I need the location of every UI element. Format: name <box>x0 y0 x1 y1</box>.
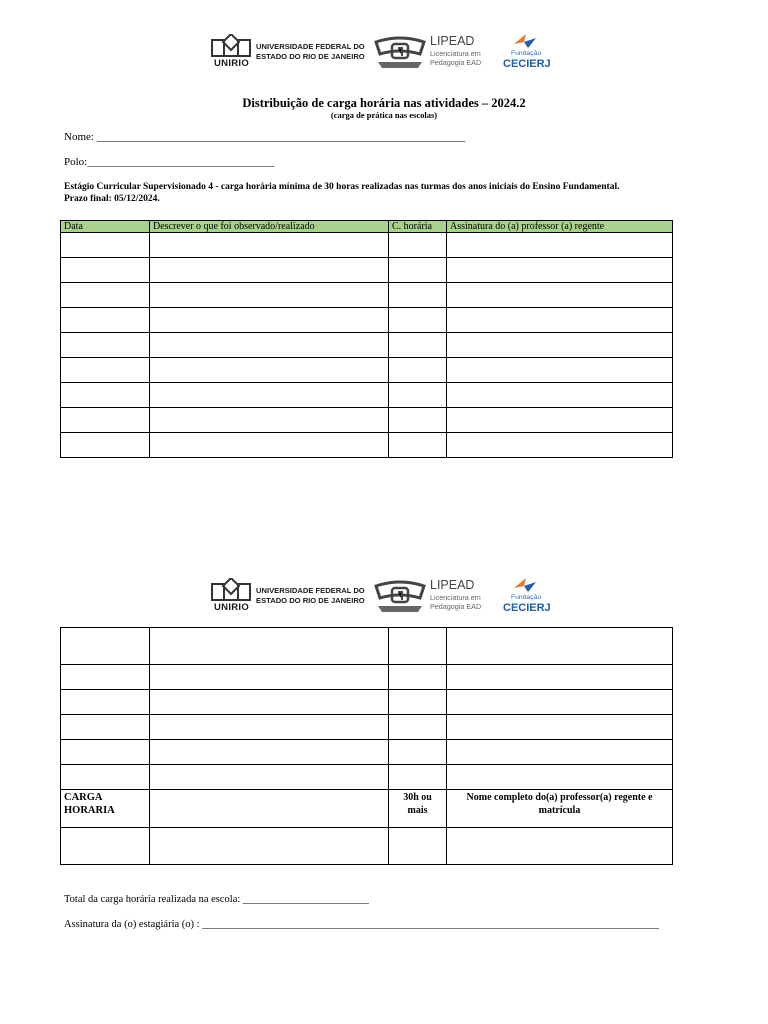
hours-cell[interactable] <box>389 258 447 283</box>
date-cell[interactable] <box>61 828 150 865</box>
description-cell[interactable] <box>150 333 389 358</box>
cecierj-logo <box>500 576 560 622</box>
date-cell[interactable] <box>61 358 150 383</box>
signature-cell[interactable] <box>447 665 673 690</box>
activity-table <box>60 220 673 458</box>
hours-cell[interactable] <box>389 383 447 408</box>
intern-signature-field[interactable]: Assinatura da (o) estagiária (o) : _______________________________________________________________________________________ <box>64 919 659 930</box>
description-cell[interactable] <box>150 358 389 383</box>
date-cell[interactable] <box>61 283 150 308</box>
unirio-wordmark: UNIRIO <box>214 58 250 69</box>
date-cell[interactable] <box>61 715 150 740</box>
page-title: Distribuição de carga horária nas atividades – 2024.2 <box>242 96 526 110</box>
date-cell[interactable] <box>61 665 150 690</box>
date-cell[interactable] <box>61 233 150 258</box>
unirio-name: UNIVERSIDADE FEDERAL DO ESTADO DO RIO DE JANEIRO <box>256 42 365 61</box>
summary-row <box>61 790 673 828</box>
unirio-name: UNIVERSIDADE FEDERAL DO ESTADO DO RIO DE JANEIRO <box>256 586 365 605</box>
cecierj-emblem-icon <box>510 576 540 594</box>
table-row <box>61 828 673 865</box>
description-cell[interactable] <box>150 690 389 715</box>
cecierj-fundacao: Fundação <box>511 594 542 601</box>
lipead-emblem-icon <box>372 580 428 622</box>
hours-cell[interactable] <box>389 233 447 258</box>
summary-description-cell[interactable] <box>150 790 389 828</box>
date-cell[interactable] <box>61 765 150 790</box>
lipead-logo <box>372 576 496 622</box>
cecierj-fundacao: Fundação <box>511 50 542 57</box>
minimum-hours-label: 30h ou mais <box>389 790 447 828</box>
description-cell[interactable] <box>150 628 389 665</box>
table-row <box>61 628 673 665</box>
column-header-data: Data <box>61 221 150 233</box>
lipead-logo <box>372 32 496 78</box>
description-cell[interactable] <box>150 408 389 433</box>
hours-cell[interactable] <box>389 690 447 715</box>
date-cell[interactable] <box>61 628 150 665</box>
signature-cell[interactable] <box>447 740 673 765</box>
date-cell[interactable] <box>61 690 150 715</box>
signature-cell[interactable] <box>447 383 673 408</box>
signature-cell[interactable] <box>447 408 673 433</box>
polo-field[interactable]: Polo:__________________________________ <box>64 156 275 168</box>
hours-cell[interactable] <box>389 408 447 433</box>
signature-cell[interactable] <box>447 690 673 715</box>
hours-cell[interactable] <box>389 740 447 765</box>
table-row <box>61 433 673 458</box>
description-cell[interactable] <box>150 283 389 308</box>
signature-cell[interactable] <box>447 308 673 333</box>
cecierj-name: CECIERJ <box>503 58 551 70</box>
date-cell[interactable] <box>61 333 150 358</box>
logo-bar <box>208 32 568 78</box>
unirio-wordmark: UNIRIO <box>214 602 250 613</box>
activity-table-continued <box>60 627 673 865</box>
description-cell[interactable] <box>150 433 389 458</box>
hours-cell[interactable] <box>389 333 447 358</box>
signature-cell[interactable] <box>447 283 673 308</box>
unirio-logo <box>208 32 368 78</box>
deadline-line: Prazo final: 05/12/2024. <box>64 193 160 204</box>
signature-cell[interactable] <box>447 233 673 258</box>
date-cell[interactable] <box>61 258 150 283</box>
hours-cell[interactable] <box>389 828 447 865</box>
table-row <box>61 765 673 790</box>
unirio-logo <box>208 576 368 622</box>
hours-cell[interactable] <box>389 715 447 740</box>
date-cell[interactable] <box>61 740 150 765</box>
table-row <box>61 715 673 740</box>
signature-cell[interactable] <box>447 765 673 790</box>
cecierj-name: CECIERJ <box>503 602 551 614</box>
lipead-emblem-icon <box>372 36 428 78</box>
column-header-hours: C. horária <box>389 221 447 233</box>
table-row <box>61 233 673 258</box>
table-row <box>61 308 673 333</box>
date-cell[interactable] <box>61 383 150 408</box>
lipead-subtitle: Licenciatura em Pedagogia EAD <box>430 593 482 611</box>
table-row <box>61 283 673 308</box>
table-row <box>61 383 673 408</box>
table-row <box>61 408 673 433</box>
hours-cell[interactable] <box>389 358 447 383</box>
description-cell[interactable] <box>150 233 389 258</box>
description-cell[interactable] <box>150 308 389 333</box>
description-line-1: Estágio Curricular Supervisionado 4 - carga horária mínima de 30 horas realizadas nas turmas dos anos iniciais do Ensino Fundamental. <box>64 182 620 192</box>
signature-cell[interactable] <box>447 358 673 383</box>
regent-teacher-label: Nome completo do(a) professor(a) regente e matrícula <box>447 790 673 828</box>
signature-cell[interactable] <box>447 333 673 358</box>
lipead-name: LIPEAD <box>430 34 475 48</box>
table-row <box>61 740 673 765</box>
column-header-signature: Assinatura do (a) professor (a) regente <box>447 221 673 233</box>
internship-description <box>64 182 704 205</box>
signature-cell[interactable] <box>447 715 673 740</box>
table-header-row <box>61 221 673 233</box>
table-row <box>61 690 673 715</box>
cecierj-logo <box>500 32 560 78</box>
date-cell[interactable] <box>61 433 150 458</box>
table-row <box>61 665 673 690</box>
signature-cell[interactable] <box>447 258 673 283</box>
description-cell[interactable] <box>150 665 389 690</box>
description-cell[interactable] <box>150 383 389 408</box>
page-subtitle: (carga de prática nas escolas) <box>330 110 438 120</box>
hours-cell[interactable] <box>389 665 447 690</box>
table-row <box>61 358 673 383</box>
lipead-subtitle: Licenciatura em Pedagogia EAD <box>430 49 482 67</box>
hours-cell[interactable] <box>389 628 447 665</box>
logo-bar <box>208 576 568 622</box>
signature-cell[interactable] <box>447 628 673 665</box>
date-cell[interactable] <box>61 408 150 433</box>
carga-horaria-label: CARGA HORARIA <box>61 790 150 828</box>
description-cell[interactable] <box>150 715 389 740</box>
description-cell[interactable] <box>150 765 389 790</box>
cecierj-emblem-icon <box>510 32 540 50</box>
hours-cell[interactable] <box>389 433 447 458</box>
table-row <box>61 258 673 283</box>
column-header-description: Descrever o que foi observado/realizado <box>150 221 389 233</box>
description-cell[interactable] <box>150 740 389 765</box>
lipead-name: LIPEAD <box>430 578 475 592</box>
description-cell[interactable] <box>150 258 389 283</box>
signature-cell[interactable] <box>447 828 673 865</box>
total-hours-field[interactable]: Total da carga horária realizada na escola: ________________________ <box>64 894 369 905</box>
hours-cell[interactable] <box>389 765 447 790</box>
hours-cell[interactable] <box>389 308 447 333</box>
table-row <box>61 333 673 358</box>
signature-cell[interactable] <box>447 433 673 458</box>
nome-field[interactable]: Nome: ___________________________________________________________________ <box>64 131 466 143</box>
description-cell[interactable] <box>150 828 389 865</box>
hours-cell[interactable] <box>389 283 447 308</box>
date-cell[interactable] <box>61 308 150 333</box>
